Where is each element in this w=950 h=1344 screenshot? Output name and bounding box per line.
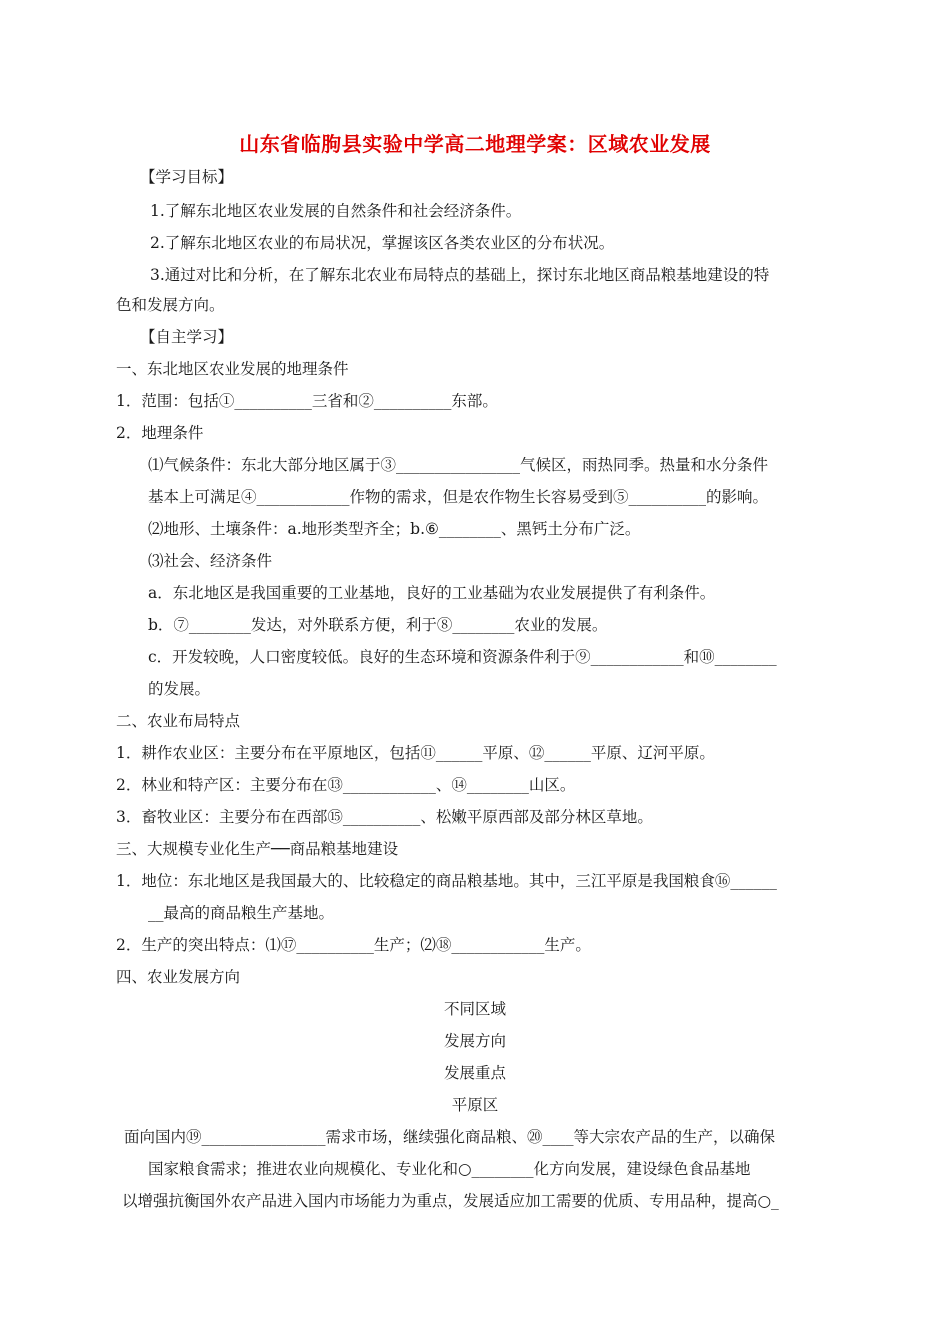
table-cell-direction-2: 国家粮食需求；推进农业向规模化、专业化和○________化方向发展，建设绿色食品基地	[148, 1160, 751, 1178]
terrain-line: ⑵地形、土壤条件：a.地形类型齐全；b.⑥________、黑钙土分布广泛。	[148, 520, 641, 538]
goal-line-3: 3.通过对比和分析，在了解东北农业布局特点的基础上，探讨东北地区商品粮基地建设的特	[150, 266, 770, 284]
item-1-1: 1．范围：包括①__________三省和②__________东部。	[116, 392, 498, 410]
item-3-2: 2．生产的突出特点：⑴⑰__________生产；⑵⑱____________生产。	[116, 936, 591, 954]
socioeconomic-b: b．⑦________发达，对外联系方便，利于⑧________农业的发展。	[148, 616, 608, 634]
goal-line-2: 2.了解东北地区农业的布局状况，掌握该区各类农业区的分布状况。	[150, 234, 615, 252]
table-header-direction: 发展方向	[443, 1032, 506, 1050]
socioeconomic-c: c．开发较晚，人口密度较低。良好的生态环境和资源条件利于⑨____________和⑩________	[148, 648, 777, 666]
item-2-3: 3．畜牧业区：主要分布在西部⑮__________、松嫩平原西部及部分林区草地。	[116, 808, 653, 826]
climate-line: ⑴气候条件：东北大部分地区属于③________________气候区，雨热同季。热量和水分条件	[148, 456, 769, 474]
table-cell-plain-region: 平原区	[451, 1096, 499, 1114]
part-3-heading: 三、大规模专业化生产──商品粮基地建设	[116, 840, 399, 858]
table-cell-direction-1: 面向国内⑲________________需求市场，继续强化商品粮、⑳____等大宗农产品的生产，以确保	[124, 1128, 776, 1146]
goal-line-3-cont: 色和发展方向。	[116, 296, 225, 314]
item-2-1: 1．耕作农业区：主要分布在平原地区，包括⑪______平原、⑫______平原、辽河平原。	[116, 744, 715, 762]
section-heading-learning-goals: 【学习目标】	[140, 168, 234, 186]
part-4-heading: 四、农业发展方向	[116, 968, 241, 986]
socioeconomic-c-cont: 的发展。	[148, 680, 211, 698]
item-3-1-cont: __最高的商品粮生产基地。	[148, 904, 335, 922]
table-header-region: 不同区域	[443, 1000, 506, 1018]
part-2-heading: 二、农业布局特点	[116, 712, 241, 730]
socioeconomic-heading: ⑶社会、经济条件	[148, 552, 273, 570]
climate-line-cont: 基本上可满足④____________作物的需求，但是农作物生长容易受到⑤__________的影响。	[148, 488, 769, 506]
item-1-2: 2．地理条件	[116, 424, 204, 442]
section-heading-self-study: 【自主学习】	[140, 328, 234, 346]
socioeconomic-a: a．东北地区是我国重要的工业基地，良好的工业基础为农业发展提供了有利条件。	[148, 584, 716, 602]
document-title: 山东省临朐县实验中学高二地理学案：区域农业发展	[239, 132, 711, 156]
goal-line-1: 1.了解东北地区农业发展的自然条件和社会经济条件。	[150, 202, 522, 220]
part-1-heading: 一、东北地区农业发展的地理条件	[116, 360, 349, 378]
item-3-1: 1．地位：东北地区是我国最大的、比较稳定的商品粮基地。其中，三江平原是我国粮食⑯______	[116, 872, 777, 890]
item-2-2: 2．林业和特产区：主要分布在⑬____________、⑭________山区。	[116, 776, 576, 794]
table-header-focus: 发展重点	[443, 1064, 506, 1082]
table-cell-focus-1: 以增强抗衡国外农产品进入国内市场能力为重点，发展适应加工需要的优质、专用品种，提高○_	[122, 1192, 779, 1210]
